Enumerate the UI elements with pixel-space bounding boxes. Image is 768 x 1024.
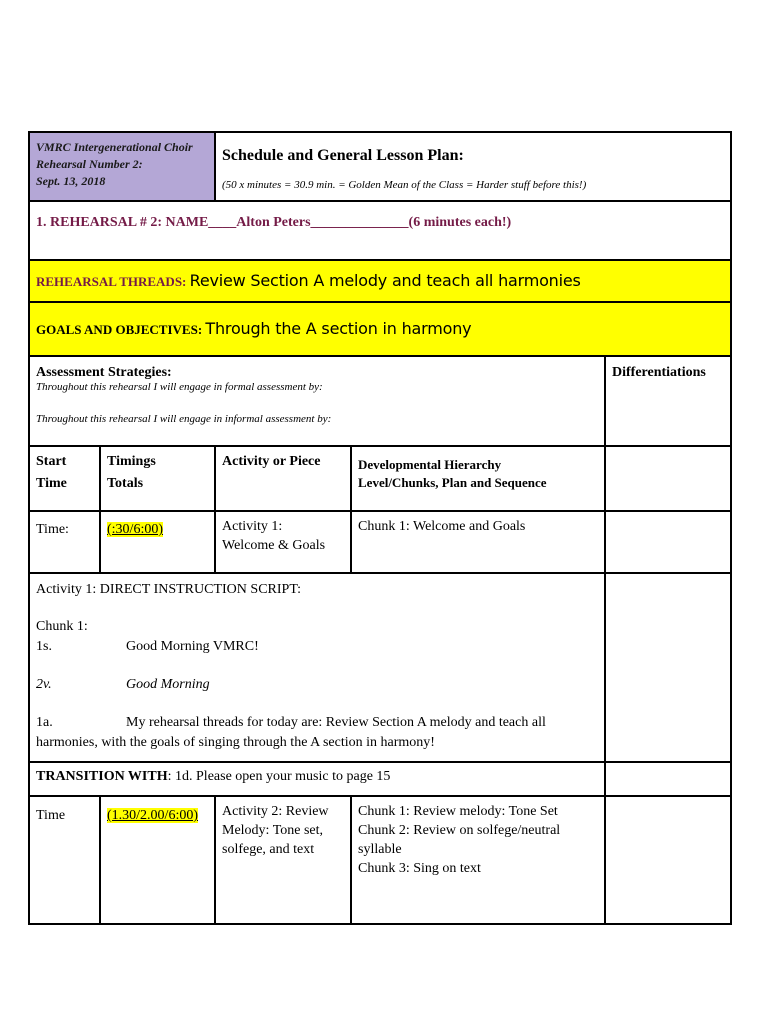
chunk-cell	[351, 796, 605, 924]
header-row	[29, 132, 731, 201]
script-line	[36, 637, 598, 657]
page-subtitle: (50 x minutes = 30.9 min. = Golden Mean of the Class = Harder stuff before this!)	[222, 179, 587, 191]
script-row	[29, 573, 731, 762]
activity-line: Melody: Tone set,	[222, 823, 324, 838]
differentiation-cell	[605, 796, 731, 924]
script-heading: Activity 1: DIRECT INSTRUCTION SCRIPT:	[36, 582, 302, 597]
timing-value: (1.30/2.00/6:00)	[107, 808, 198, 823]
hierarchy-header	[351, 446, 605, 511]
script-line-number: 1s.	[36, 639, 52, 654]
timings-header-line1: Timings	[107, 454, 156, 469]
formal-assessment: Throughout this rehearsal I will engage in formal assessment by:	[36, 381, 323, 393]
timing-cell	[100, 511, 215, 573]
activity-cell	[215, 796, 351, 924]
transition	[29, 762, 605, 796]
activity-row-1	[29, 511, 731, 573]
chunk-line: Chunk 2: Review on solfege/neutral	[358, 823, 561, 838]
timing-cell	[100, 796, 215, 924]
rehearsal-name-row	[29, 201, 731, 260]
differentiation-cell	[605, 762, 731, 796]
activity-header: Activity or Piece	[215, 446, 351, 511]
assessment-row	[29, 356, 731, 446]
script-line-text: My rehearsal threads for today are: Review Section A melody and teach all	[126, 715, 546, 730]
threads-value: Review Section A melody and teach all harmonies	[189, 271, 581, 290]
activity-cell	[215, 511, 351, 573]
rehearsal-name: 1. REHEARSAL # 2: NAME____Alton Peters______________(6 minutes each!)	[29, 201, 731, 260]
activity-line: Welcome & Goals	[222, 538, 326, 553]
rehearsal-number: Rehearsal Number 2:	[36, 157, 143, 171]
activity-line: Activity 2: Review	[222, 804, 329, 819]
assessment-title: Assessment Strategies:	[36, 365, 172, 380]
lesson-plan	[28, 131, 730, 925]
script-line	[36, 713, 598, 733]
script-chunk: Chunk 1:	[36, 619, 88, 634]
differentiation-cell	[605, 511, 731, 573]
timings-header-line2: Totals	[107, 476, 144, 491]
start-time-cell: Time:	[29, 511, 100, 573]
goals-objectives	[29, 302, 731, 356]
informal-assessment: Throughout this rehearsal I will engage in informal assessment by:	[36, 413, 332, 425]
script-line-number: 1a.	[36, 715, 53, 730]
activity-line: solfege, and text	[222, 842, 315, 857]
chunk-line: Chunk 1: Review melody: Tone Set	[358, 804, 558, 819]
activity-line: Activity 1:	[222, 519, 283, 534]
goals-row	[29, 302, 731, 356]
org-info	[29, 132, 215, 201]
hierarchy-header-line2: Level/Chunks, Plan and Sequence	[358, 475, 547, 490]
transition-row	[29, 762, 731, 796]
start-time-cell: Time	[29, 796, 100, 924]
threads-label: REHEARSAL THREADS:	[36, 274, 190, 289]
differentiations-empty	[605, 446, 731, 511]
column-header-row	[29, 446, 731, 511]
instruction-script	[29, 573, 605, 762]
assessment-strategies	[29, 356, 605, 446]
chunk-line: Chunk 3: Sing on text	[358, 861, 481, 876]
script-line-text: Good Morning	[126, 677, 210, 692]
chunk-cell: Chunk 1: Welcome and Goals	[351, 511, 605, 573]
transition-text: : 1d. Please open your music to page 15	[167, 769, 391, 784]
goals-label: GOALS AND OBJECTIVES:	[36, 322, 206, 337]
timings-header	[100, 446, 215, 511]
rehearsal-date: Sept. 13, 2018	[36, 174, 106, 188]
start-time-header	[29, 446, 100, 511]
lesson-plan-table	[28, 131, 732, 925]
timing-value: (:30/6:00)	[107, 522, 163, 537]
threads-row	[29, 260, 731, 302]
script-line-text: Good Morning VMRC!	[126, 639, 259, 654]
plan-title-cell	[215, 132, 731, 201]
start-time-header-line1: Start	[36, 454, 67, 469]
script-line	[36, 675, 598, 695]
transition-label: TRANSITION WITH	[36, 769, 168, 784]
differentiation-cell	[605, 573, 731, 762]
start-time-header-line2: Time	[36, 476, 67, 491]
script-line-continued: harmonies, with the goals of singing through the A section in harmony!	[36, 735, 435, 750]
hierarchy-header-line1: Developmental Hierarchy	[358, 457, 502, 472]
chunk-line: syllable	[358, 842, 402, 857]
org-name: VMRC Intergenerational Choir	[36, 140, 193, 154]
goals-value: Through the A section in harmony	[205, 319, 472, 338]
activity-row-2	[29, 796, 731, 924]
rehearsal-threads	[29, 260, 731, 302]
page-title: Schedule and General Lesson Plan:	[222, 147, 464, 164]
differentiations-header: Differentiations	[605, 356, 731, 446]
script-line-number: 2v.	[36, 677, 52, 692]
